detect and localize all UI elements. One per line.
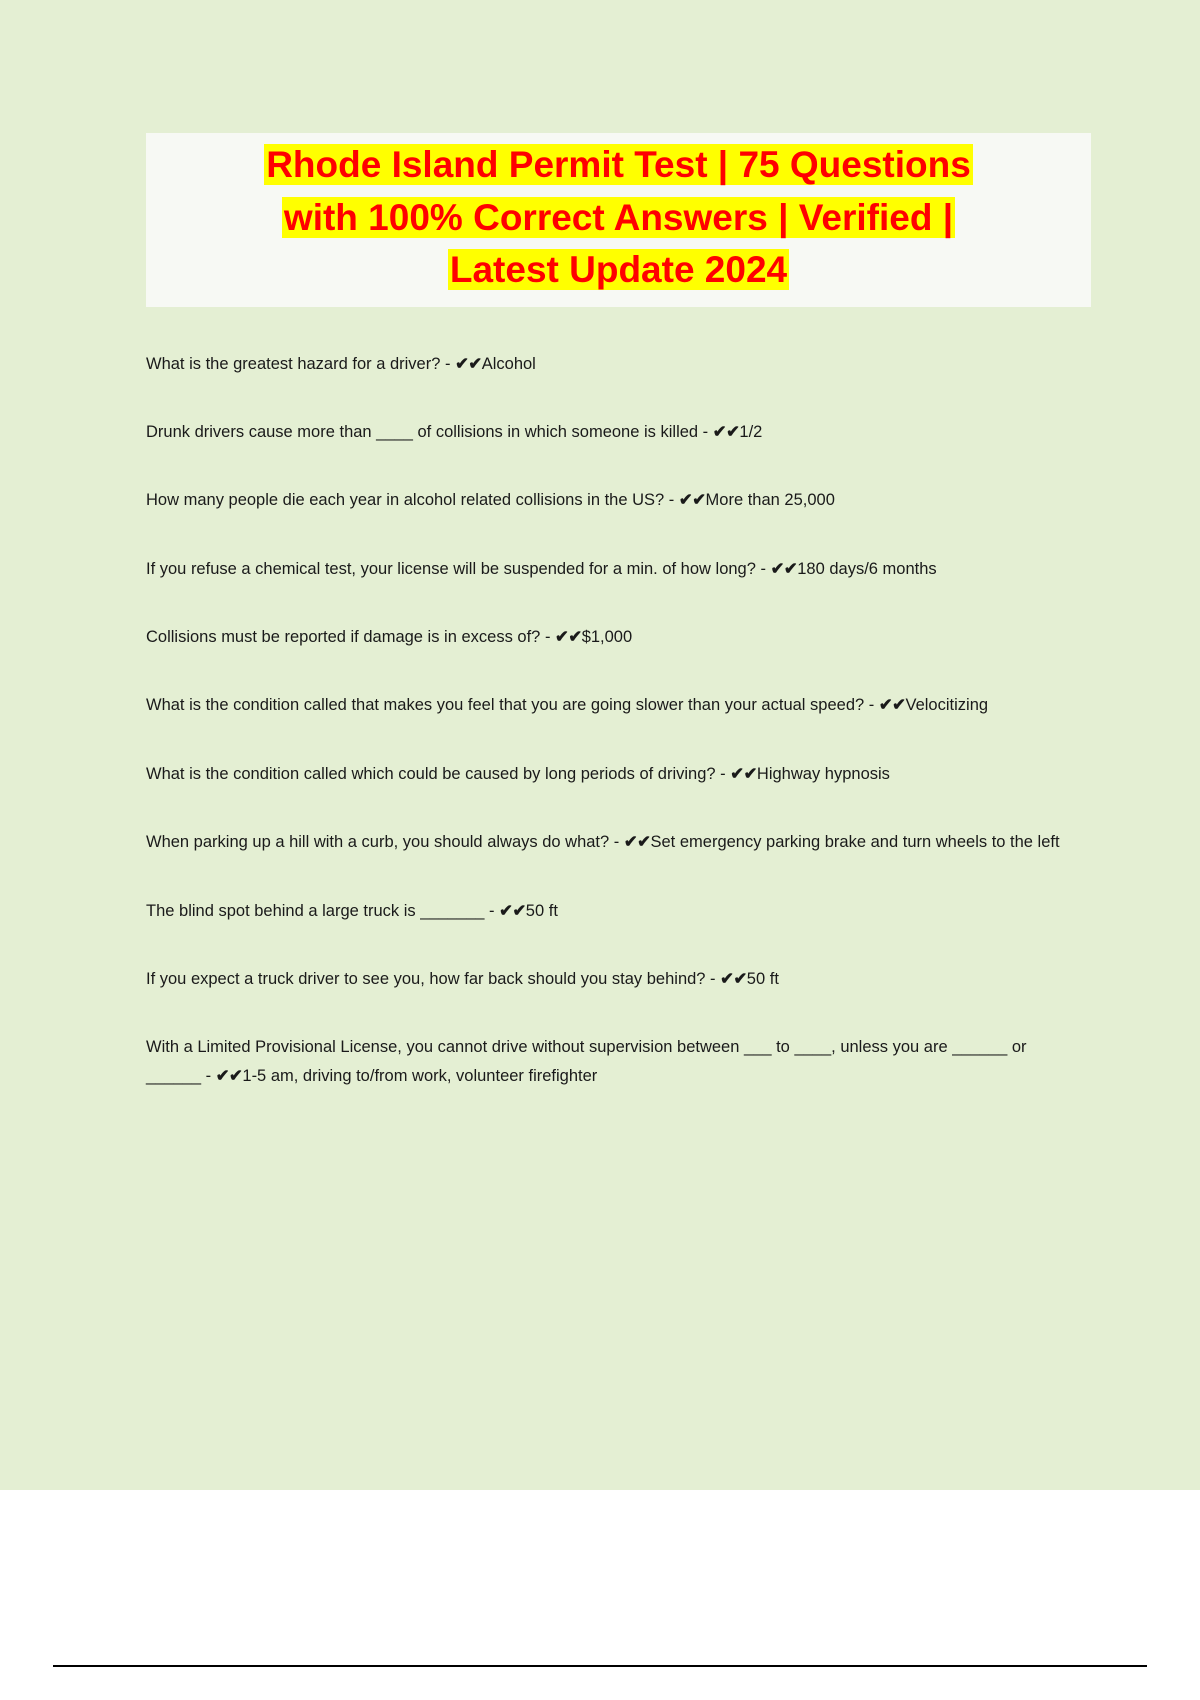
title-line-3 — [146, 244, 1091, 297]
qa-question: What is the condition called which could be caused by long periods of driving? - — [146, 764, 731, 783]
qa-list — [146, 350, 1096, 1091]
qa-answer: Set emergency parking brake and turn wheels to the left — [650, 833, 1060, 852]
footer-divider — [53, 1665, 1147, 1667]
document-content — [146, 0, 1096, 1130]
qa-item — [146, 623, 1076, 651]
qa-item — [146, 760, 1076, 788]
qa-answer: 180 days/6 months — [797, 559, 937, 578]
qa-question: What is the greatest hazard for a driver? - — [146, 354, 456, 373]
qa-question: If you expect a truck driver to see you, how far back should you stay behind? - — [146, 969, 721, 988]
qa-item — [146, 691, 1076, 719]
qa-question: How many people die each year in alcohol related collisions in the US? - — [146, 491, 679, 510]
qa-question: When parking up a hill with a curb, you should always do what? - — [146, 833, 624, 852]
qa-item — [146, 965, 1076, 993]
check-icon: ✔✔ — [215, 1066, 243, 1085]
qa-answer: 1-5 am, driving to/from work, volunteer firefighter — [242, 1066, 598, 1085]
qa-answer: More than 25,000 — [705, 491, 835, 510]
check-icon: ✔✔ — [712, 422, 740, 441]
check-icon: ✔✔ — [623, 833, 651, 852]
qa-item — [146, 486, 1076, 514]
qa-question: Collisions must be reported if damage is in excess of? - — [146, 628, 556, 647]
qa-question: With a Limited Provisional License, you cannot drive without supervision between ___ to ____, unless you are ______ or ______ - — [146, 1038, 1027, 1085]
check-icon: ✔✔ — [878, 696, 906, 715]
qa-item — [146, 897, 1076, 925]
check-icon: ✔✔ — [730, 764, 757, 783]
qa-item — [146, 828, 1076, 856]
qa-answer: Alcohol — [481, 354, 536, 373]
qa-question: Drunk drivers cause more than ____ of collisions in which someone is killed - — [146, 422, 713, 441]
qa-answer: 50 ft — [525, 901, 558, 920]
qa-item — [146, 555, 1076, 583]
document-title-block — [146, 133, 1091, 307]
title-line-2-text: with 100% Correct Answers | Verified | — [283, 196, 954, 238]
qa-item — [146, 350, 1076, 378]
check-icon: ✔✔ — [499, 901, 526, 920]
qa-answer: $1,000 — [581, 628, 633, 647]
check-icon: ✔✔ — [555, 628, 582, 647]
qa-question: If you refuse a chemical test, your license will be suspended for a min. of how long? - — [146, 559, 771, 578]
check-icon: ✔✔ — [770, 559, 798, 578]
title-line-1 — [146, 139, 1091, 192]
qa-answer: Velocitizing — [905, 696, 989, 715]
qa-question: What is the condition called that makes you feel that you are going slower than your actual speed? - — [146, 696, 879, 715]
qa-item — [146, 418, 1076, 446]
qa-answer: 50 ft — [746, 969, 779, 988]
check-icon: ✔✔ — [678, 491, 706, 510]
title-line-3-text: Latest Update 2024 — [449, 249, 788, 291]
qa-answer: Highway hypnosis — [756, 764, 890, 783]
check-icon: ✔✔ — [455, 354, 482, 373]
qa-item — [146, 1033, 1076, 1090]
qa-question: The blind spot behind a large truck is _______ - — [146, 901, 500, 920]
qa-answer: 1/2 — [739, 422, 763, 441]
title-line-2 — [146, 192, 1091, 245]
check-icon: ✔✔ — [720, 969, 747, 988]
title-line-1-text: Rhode Island Permit Test | 75 Questions — [266, 144, 971, 185]
page-footer-area — [0, 1490, 1200, 1700]
